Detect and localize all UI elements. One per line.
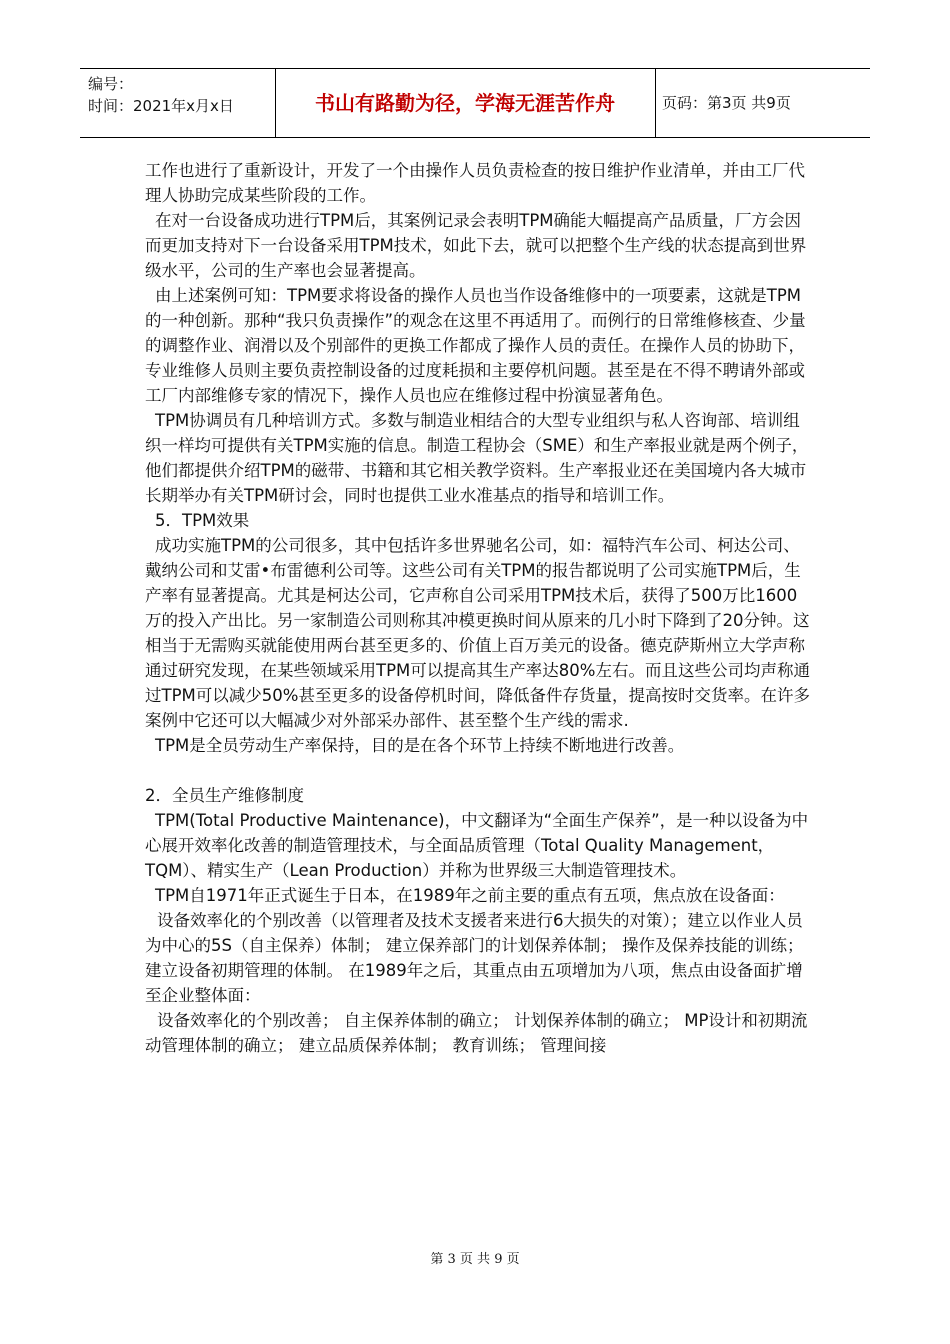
document-date-label: 时间：2021年x月x日: [88, 97, 234, 115]
document-number-label: 编号：: [88, 75, 134, 93]
paragraph: 设备效率化的个别改善（以管理者及技术支援者来进行6大损失的对策）；建立以作业人员为中心的5S（自主保养）体制； 建立保养部门的计划保养体制； 操作及保养技能的训练； 建立设备初期管理的体制。 在1989年之后，其重点由五项增加为八项，焦点由设备面扩增至企业整体面：: [145, 911, 804, 1005]
paragraph: 由上述案例可知：TPM要求将设备的操作人员也当作设备维修中的一项要素，这就是TPM的一种创新。那种“我只负责操作”的观念在这里不再适用了。而例行的日常维修核查、少量的调整作业、润滑以及个别部件的更换工作都成了操作人员的责任。在操作人员的协助下，专业维修人员则主要负责控制设备的过度耗损和主要停机问题。甚至是在不得不聘请外部或工厂内部维修专家的情况下，操作人员也应在维修过程中扮演显著角色。: [145, 286, 806, 405]
spacer: [145, 758, 810, 783]
section-heading: 2．全员生产维修制度: [145, 786, 304, 805]
section-heading: 5．TPM效果: [155, 511, 250, 530]
paragraph: TPM是全员劳动生产率保持，目的是在各个环节上持续不断地进行改善。: [155, 736, 685, 755]
paragraph: 工作也进行了重新设计，开发了一个由操作人员负责检查的按日维护作业清单，并由工厂代理人协助完成某些阶段的工作。: [145, 161, 805, 205]
header-meta: [88, 73, 234, 117]
paragraph: 成功实施TPM的公司很多，其中包括许多世界驰名公司，如：福特汽车公司、柯达公司、戴纳公司和艾雷•布雷德利公司等。这些公司有关TPM的报告都说明了公司实施TPM后，生产率有显著提高。尤其是柯达公司，它声称自公司采用TPM技术后，获得了500万比1600万的投入产出比。另一家制造公司则称其冲模更换时间从原来的几小时下降到了20分钟。这相当于无需购买就能使用两台甚至更多的、价值上百万美元的设备。德克萨斯州立大学声称通过研究发现，在某些领域采用TPM可以提高其生产率达80%左右。而且这些公司均声称通过TPM可以减少50%甚至更多的设备停机时间，降低备件存货量，提高按时交货率。在许多案例中它还可以大幅减少对外部采办部件、甚至整个生产线的需求.: [145, 536, 810, 730]
paragraph: 在对一台设备成功进行TPM后，其案例记录会表明TPM确能大幅提高产品质量，厂方会因而更加支持对下一台设备采用TPM技术，如此下去，就可以把整个生产线的状态提高到世界级水平，公司的生产率也会显著提高。: [145, 211, 807, 280]
document-body: [145, 158, 810, 1058]
header-motto: 书山有路勤为径，学海无涯苦作舟: [315, 91, 615, 115]
paragraph: TPM(Total Productive Maintenance)，中文翻译为“全面生产保养”，是一种以设备为中心展开效率化改善的制造管理技术，与全面品质管理（Total Quality Management，TQM）、精实生产（Lean Production）并称为世界级三大制造管理技术。: [145, 811, 809, 880]
header-divider: [655, 69, 656, 137]
paragraph: 设备效率化的个别改善； 自主保养体制的确立； 计划保养体制的确立； MP设计和初期流动管理体制的确立； 建立品质保养体制； 教育训练； 管理间接: [145, 1011, 808, 1055]
paragraph: TPM协调员有几种培训方式。多数与制造业相结合的大型专业组织与私人咨询部、培训组织一样均可提供有关TPM实施的信息。制造工程协会（SME）和生产率报业就是两个例子，他们都提供介绍TPM的磁带、书籍和其它相关教学资料。生产率报业还在美国境内各大城市长期举办有关TPM研讨会，同时也提供工业水准基点的指导和培训工作。: [145, 411, 809, 505]
paragraph: TPM自1971年正式诞生于日本，在1989年之前主要的重点有五项，焦点放在设备面：: [155, 886, 785, 905]
header-page-code: 页码：第3页 共9页: [662, 94, 791, 112]
page-footer: 第 3 页 共 9 页: [430, 1252, 520, 1267]
page-header: [80, 68, 870, 138]
